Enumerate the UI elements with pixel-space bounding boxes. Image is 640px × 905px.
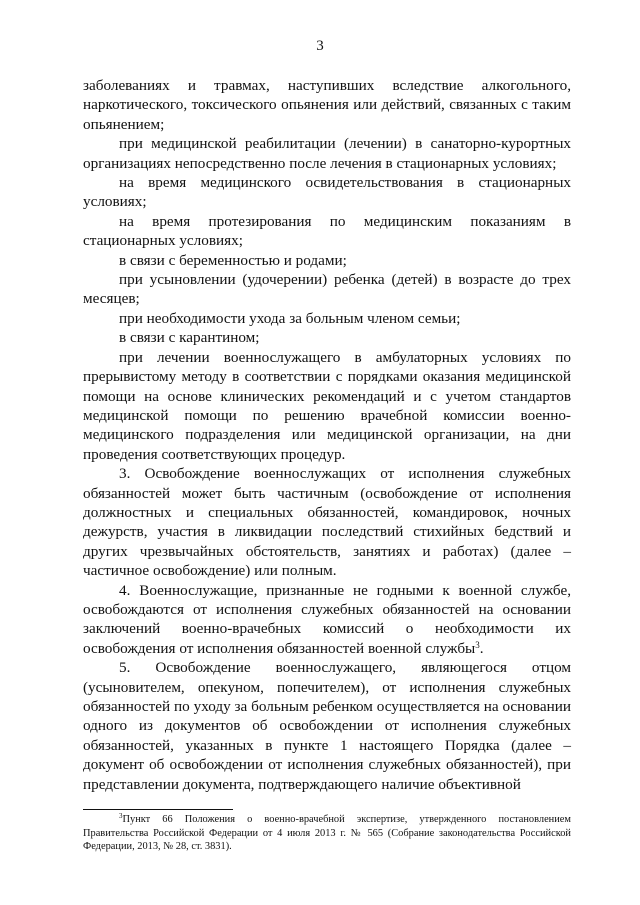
paragraph-4: на время протезирования по медицинским показаниям в стационарных условиях; — [83, 212, 571, 250]
paragraph-11-text: 4. Военнослужащие, признанные не годными к военной службе, освобождаются от исполнения служебных обязанностей на основании заключений военно-врачебных комиссий о необходимости их освобождения от исполнения обязанностей военной службы — [83, 581, 571, 657]
paragraph-7: при необходимости ухода за больным членом семьи; — [119, 309, 461, 327]
paragraph-6: при усыновлении (удочерении) ребенка (детей) в возрасте до трех месяцев; — [83, 271, 571, 308]
paragraph-3: на время медицинского освидетельствования в стационарных условиях; — [83, 174, 571, 211]
page-number: 3 — [316, 38, 324, 54]
paragraph-12: 5. Освобождение военнослужащего, являющегося отцом (усыновителем, опекуном, попечителем), от исполнения служебных обязанностей по уходу за больным ребенком осуществляется на основании одного из документов об освобождении от исполнения служебных обязанностей, указанных в пункте 1 настоящего Порядка (далее – документ об освобождении от исполнения служебных обязанностей), при представлении документа, подтверждающего наличие объективной — [83, 659, 571, 793]
footnote-paragraph — [83, 813, 571, 854]
paragraph-10: 3. Освобождение военнослужащих от исполнения служебных обязанностей может быть частичным (освобождение от исполнения должностных и специальных обязанностей, командировок, ночных дежурств, участия в ликвидации последствий стихийных бедствий и других чрезвычайных обстоятельств, занятиях и работах) (далее – частичное освобождение) или полным. — [83, 465, 571, 580]
body-text — [83, 76, 571, 794]
footnote-text: Пункт 66 Положения о военно-врачебной экспертизе, утвержденного постановлением Правительства Российской Федерации от 4 июля 2013 г. № 565 (Собрание законодательства Российской Федерации, 2013, № 28, ст. 3831). — [83, 814, 571, 853]
paragraph-5: в связи с беременностью и родами; — [119, 251, 347, 269]
footnote-marker: 3 — [119, 812, 123, 820]
paragraph-8: в связи с карантином; — [119, 329, 260, 347]
footnote-separator — [83, 809, 233, 810]
paragraph-11 — [83, 581, 571, 659]
paragraph-9: при лечении военнослужащего в амбулаторных условиях по прерывистому методу в соответствии с порядками оказания медицинской помощи на основе клинических рекомендаций и с учетом стандартов медицинской помощи по решению врачебной комиссии военно-медицинского подразделения или медицинской организации, на дни проведения соответствующих процедур. — [83, 348, 571, 463]
footnote-reference: 3 — [475, 639, 480, 650]
footnote — [83, 813, 571, 854]
paragraph-11-tail: . — [479, 639, 484, 657]
paragraph-1: заболеваниях и травмах, наступивших вследствие алкогольного, наркотического, токсического опьянения или действий, связанных с таким опьянением; — [83, 77, 571, 133]
paragraph-2: при медицинской реабилитации (лечении) в санаторно-курортных организациях непосредственно после лечения в стационарных условиях; — [83, 135, 571, 172]
